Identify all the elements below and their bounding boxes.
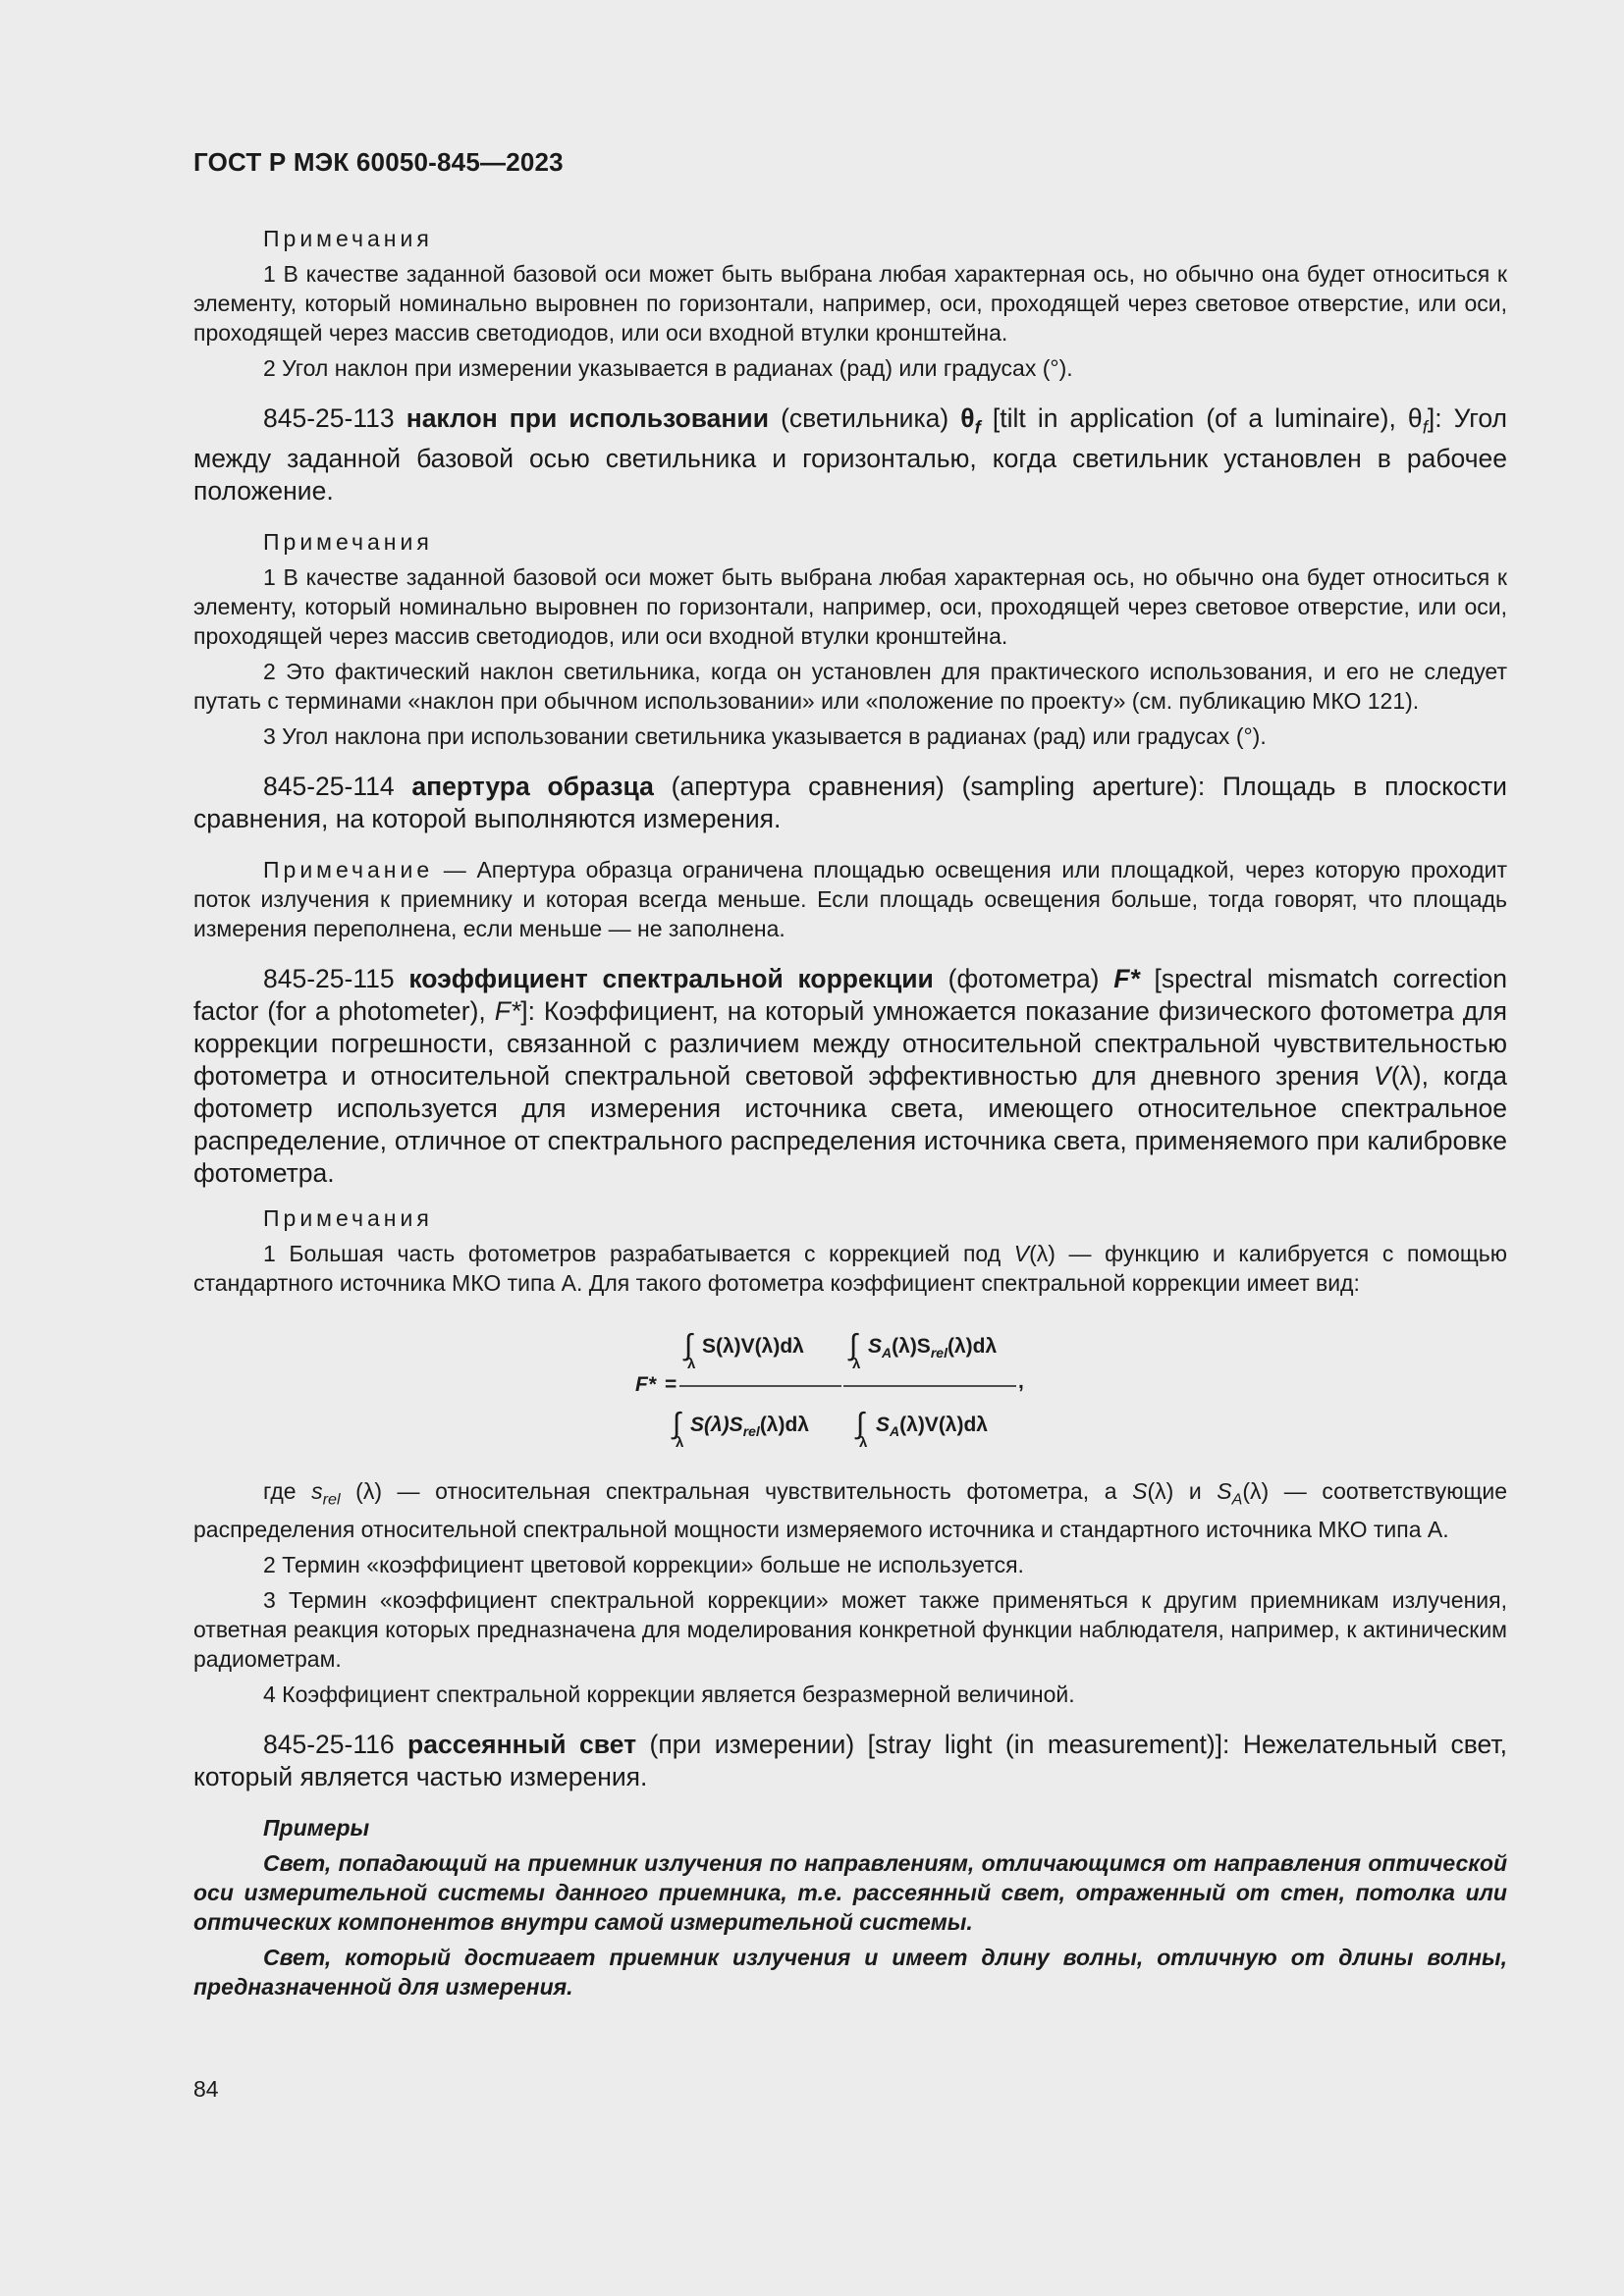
text: (λ) и (1147, 1478, 1202, 1505)
term-number: 845-25-114 (263, 772, 395, 802)
term-qualifier: (светильника) (781, 403, 949, 433)
term-definition: (при измерении) [stray light (in measurement)]: Нежелательный свет, который является частью измерения. (193, 1729, 1507, 1791)
note: 2 Термин «коэффициент цветовой коррекции» больше не используется. (263, 1551, 1024, 1577)
note: 3 Угол наклона при использовании светильника указывается в радианах (рад) или градусах (°). (263, 723, 1267, 750)
formula-explanation (193, 1476, 1507, 1544)
note-text: 1 Большая часть фотометров разрабатывается с коррекцией под (263, 1241, 1001, 1267)
term-definition-cont: когда фотометр используется для измерения источника света, имеющего относительное спектральное распределение, отличное от спектрального распределения источника света, применяемого при калибровке фотометра. (193, 1061, 1507, 1189)
symbol-sub: A (1231, 1490, 1243, 1509)
example: Свет, который достигает приемник излучения и имеет длину волны, отличную от длины волны, предназначенной для измерения. (193, 1944, 1507, 2000)
term-entry-115 (193, 963, 1507, 1190)
notes-heading: Примечания (263, 226, 433, 251)
term-number: 845-25-113 (263, 403, 395, 433)
text: (λ) — относительная спектральная чувствительность фотометра, а (355, 1478, 1117, 1505)
text: (λ) — соответствующие распределения относительной спектральной мощности измеряемого источника и стандартного источника МКО типа А. (193, 1478, 1508, 1542)
examples-heading: Примеры (263, 1814, 370, 1841)
standard-header: ГОСТ Р МЭК 60050-845—2023 (193, 147, 564, 177)
term-number: 845-25-115 (263, 964, 395, 994)
term-entry-116 (193, 1729, 1507, 1793)
formula-lhs: F* (635, 1373, 656, 1397)
symbol-sub: rel (322, 1490, 341, 1509)
note: 2 Угол наклон при измерении указывается в радианах (рад) или градусах (°). (263, 355, 1073, 381)
term-symbol-sub: f (974, 416, 981, 438)
term-definition: ]: Угол между заданной базовой осью светильника и горизонталью, когда светильник установлен в рабочее положение. (193, 403, 1507, 507)
integral-variable: λ (687, 1356, 696, 1373)
term-definition: ]: Коэффициент, на который умножается показание физического фотометра для коррекции погрешности, связанной с различием между относительной спектральной чувствительностью фотометра и относительной спектральной световой эффективностью для дневного зрения (193, 996, 1507, 1092)
term-name: наклон при использовании (406, 403, 769, 433)
term-v-symbol: V (1374, 1061, 1391, 1092)
integral-sign: ∫ (856, 1408, 865, 1441)
text: где (263, 1478, 297, 1505)
note-v-symbol: V (1013, 1241, 1030, 1267)
term-qualifier: (фотометра) (947, 964, 1100, 994)
note-text-cont: (λ) — функцию и калибруется с помощью стандартного источника МКО типа А. Для такого фотометра коэффициент спектральной коррекции имеет вид: (193, 1241, 1507, 1297)
note-text: — Апертура образца ограничена площадью освещения или площадкой, через которую проходит поток излучения к приемнику и которая всегда меньше. Если площадь освещения больше, тогда говорят, что площадь измерения переполнена, если меньше — не заполнена. (193, 857, 1507, 942)
symbol: s (311, 1478, 323, 1505)
term-entry-114 (193, 771, 1507, 835)
term-english: [tilt in application (of a luminaire), θ (992, 403, 1423, 433)
term-number: 845-25-116 (263, 1729, 395, 1759)
symbol: S (1132, 1478, 1148, 1505)
document-body (193, 224, 1507, 2002)
note-heading: Примечание (263, 857, 434, 883)
numerator-2: $S_A(\lambda)S_{rel}(\lambda)d\lambda$ (868, 1335, 998, 1362)
formula-svg (625, 1315, 1097, 1463)
term-v-lambda: (λ), (1390, 1061, 1429, 1092)
correction-factor-formula (193, 1315, 1507, 1463)
document-page (193, 0, 1507, 2296)
notes-heading: Примечания (263, 1205, 433, 1232)
symbol: S (1217, 1478, 1232, 1505)
integral-sign: ∫ (849, 1329, 858, 1362)
note: 2 Это фактический наклон светильника, когда он установлен для практического использования, и его не следует путать с терминами «наклон при обычном использовании» или «положение по проекту» (см. публикацию МКО 121). (193, 659, 1507, 715)
integral-sign: ∫ (673, 1408, 681, 1441)
page-number: 84 (193, 2076, 219, 2102)
term-english-sub: f (1422, 416, 1428, 438)
term-definition: (апертура сравнения) (sampling aperture): Площадь в плоскости сравнения, на которой выполняются измерения. (193, 772, 1507, 834)
integral-variable: λ (859, 1434, 868, 1452)
term-name: рассеянный свет (407, 1729, 637, 1759)
formula-equals: = (665, 1373, 677, 1397)
formula-comma: , (1018, 1370, 1024, 1394)
denominator-1: $S(\lambda)S_{rel}(\lambda)d\lambda$ (690, 1414, 809, 1440)
note: 4 Коэффициент спектральной коррекции является безразмерной величиной. (263, 1681, 1075, 1707)
term-english: [spectral mismatch correction factor (for a photometer), (193, 964, 1507, 1027)
notes-heading: Примечания (263, 529, 433, 556)
integral-sign: ∫ (684, 1329, 693, 1362)
numerator-1: S(λ)V(λ)dλ (702, 1335, 804, 1359)
term-entry-113 (193, 402, 1507, 507)
term-symbol: θ (960, 403, 975, 433)
term-name: коэффициент спектральной коррекции (408, 964, 934, 994)
integral-variable: λ (676, 1434, 684, 1452)
note (193, 1239, 1507, 1298)
note (193, 855, 1507, 943)
example: Свет, попадающий на приемник излучения по направлениям, отличающимся от направления оптической оси измерительной системы данного приемника, т.е. рассеянный свет, отраженный от стен, потолка или оптических компонентов внутри самой измерительной системы. (193, 1849, 1507, 1935)
term-name: апертура образца (411, 772, 654, 802)
note: 1 В качестве заданной базовой оси может быть выбрана любая характерная ось, но обычно она будет относиться к элементу, который номинально выровнен по горизонтали, например, оси, проходящей через световое отверстие, или оси, проходящей через массив светодиодов, или оси входной втулки кронштейна. (193, 564, 1507, 650)
note: 3 Термин «коэффициент спектральной коррекции» может также применяться к другим приемникам излучения, ответная реакция которых предназначена для моделирования конкретной функции наблюдателя, например, к актиническим радиометрам. (193, 1586, 1507, 1672)
denominator-2: $S_A(\lambda)V(\lambda)d\lambda$ (876, 1414, 988, 1440)
note: 1 В качестве заданной базовой оси может быть выбрана любая характерная ось, но обычно она будет относиться к элементу, который номинально выровнен по горизонтали, например, оси, проходящей через световое отверстие, или оси, проходящей через массив светодиодов, или оси входной втулки кронштейна. (193, 261, 1507, 346)
integral-variable: λ (852, 1356, 861, 1373)
term-english-symbol: F* (494, 996, 521, 1027)
term-symbol: F* (1113, 964, 1140, 994)
